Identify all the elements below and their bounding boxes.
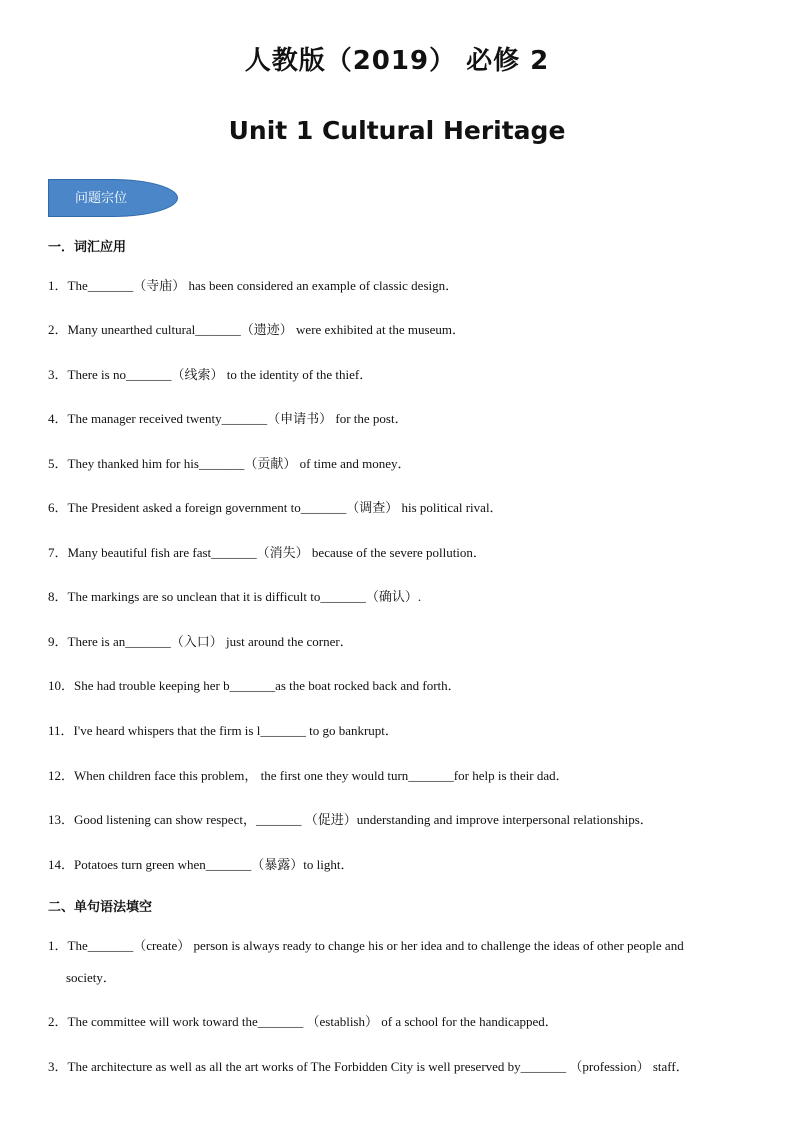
vocab-question-14: 14．Potatoes turn green when_______（暴露）to light． [48, 857, 354, 872]
vocab-question-10: 10．She had trouble keeping her b_______as the boat rocked back and forth． [48, 678, 461, 693]
vocab-question-1: 1．The_______（寺庙） has been considered an example of classic design． [48, 278, 459, 293]
grammar-question-3: 3．The architecture as well as all the art works of The Forbidden City is well preserved by_______ （profession） staff． [48, 1059, 689, 1074]
page-title: 人教版（2019） 必修 2 [244, 46, 550, 76]
vocab-question-12: 12．When children face this problem， the first one they would turn_______for help is their dad． [48, 768, 569, 783]
vocab-question-6: 6．The President asked a foreign government to_______（调查） his political rival． [48, 500, 503, 515]
vocab-question-3: 3．There is no_______（线索） to the identity of the thief． [48, 367, 373, 382]
vocab-question-7: 7．Many beautiful fish are fast_______（消失） because of the severe pollution． [48, 545, 486, 560]
grammar-question-1-line2: society． [66, 970, 116, 985]
vocab-question-13: 13．Good listening can show respect，_______ （促进）understanding and improve interpersonal relationships． [48, 812, 653, 827]
section-heading-grammar: 二、单句语法填空 [48, 900, 153, 915]
grammar-question-1-line1: 1．The_______（create） person is always ready to change his or her idea and to challenge the ideas of other people and [48, 938, 684, 953]
grammar-question-1 [48, 930, 748, 994]
vocab-question-9: 9．There is an_______（入口） just around the corner． [48, 634, 353, 649]
vocab-question-8: 8．The markings are so unclean that it is difficult to_______（确认）. [48, 589, 422, 604]
vocab-question-5: 5．They thanked him for his_______（贡献） of time and money． [48, 456, 411, 471]
section-badge: 问题宗位 [48, 179, 178, 217]
unit-title: Unit 1 Cultural Heritage [228, 116, 566, 145]
vocab-question-2: 2．Many unearthed cultural_______（遗迹） were exhibited at the museum． [48, 322, 465, 337]
grammar-question-2: 2．The committee will work toward the_______ （establish） of a school for the handicapped． [48, 1014, 558, 1029]
vocab-question-4: 4．The manager received twenty_______（申请书） for the post． [48, 411, 408, 426]
vocab-question-11: 11．I've heard whispers that the firm is l_______ to go bankrupt． [48, 723, 398, 738]
section-heading-vocabulary: 一．词汇应用 [48, 240, 127, 255]
